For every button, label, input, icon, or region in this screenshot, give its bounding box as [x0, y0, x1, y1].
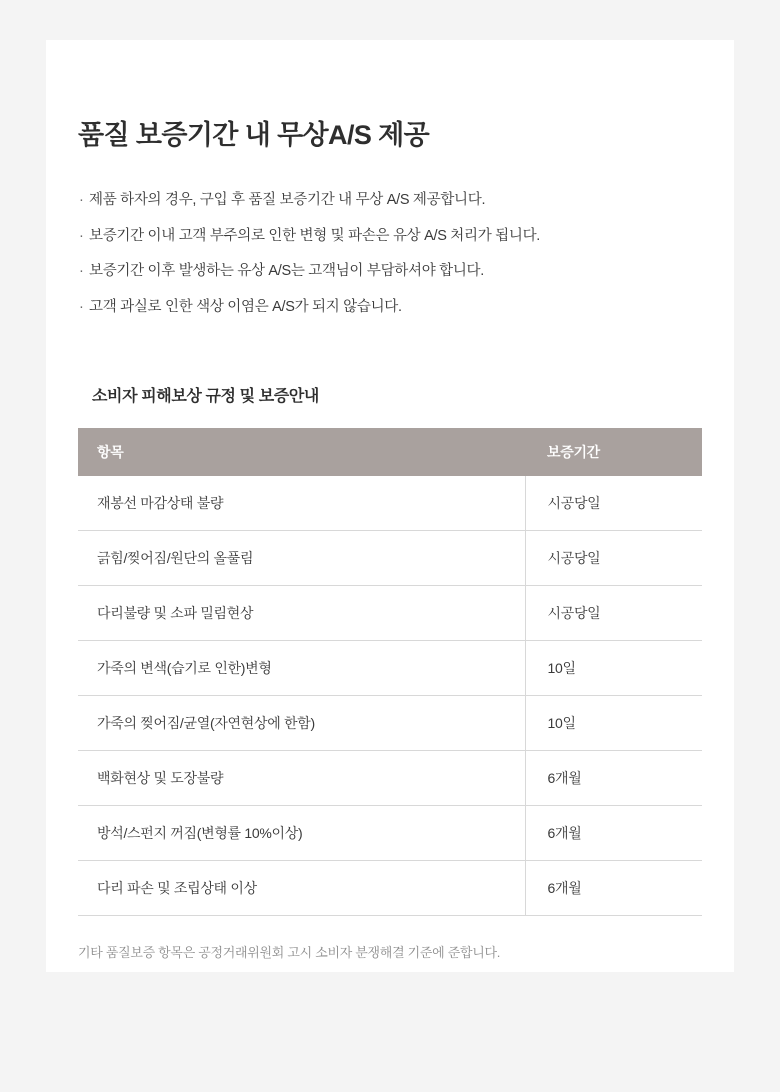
list-item-label: 고객 과실로 인한 색상 이염은 A/S가 되지 않습니다.: [89, 298, 402, 315]
cell-period: 10일: [525, 695, 702, 750]
cell-period: 6개월: [525, 860, 702, 915]
bullet-marker-icon: ·: [79, 192, 84, 209]
table-title: 소비자 피해보상 규정 및 보증안내: [92, 387, 319, 405]
cell-period: 시공당일: [525, 530, 702, 585]
bullet-marker-icon: ·: [79, 298, 84, 315]
cell-item: 재봉선 마감상태 불량: [78, 476, 525, 531]
table-row: [78, 585, 702, 640]
bullet-marker-icon: ·: [79, 263, 84, 280]
table-footnote: 기타 품질보증 항목은 공정거래위원회 고시 소비자 분쟁해결 기준에 준합니다.: [78, 944, 501, 960]
column-header-period: 보증기간: [525, 428, 702, 476]
cell-item: 다리 파손 및 조립상태 이상: [78, 860, 525, 915]
cell-period: 6개월: [525, 750, 702, 805]
table-row: [78, 750, 702, 805]
cell-item: 방석/스펀지 꺼짐(변형률 10%이상): [78, 805, 525, 860]
cell-period: 시공당일: [525, 585, 702, 640]
list-item-label: 제품 하자의 경우, 구입 후 품질 보증기간 내 무상 A/S 제공합니다.: [89, 192, 486, 209]
warranty-table-wrapper: [46, 406, 734, 916]
warranty-table: [78, 428, 702, 916]
document-card: [46, 40, 734, 972]
cell-item: 다리불량 및 소파 밀림현상: [78, 585, 525, 640]
cell-item: 가죽의 찢어짐/균열(자연현상에 한함): [78, 695, 525, 750]
list-item: [79, 189, 734, 211]
cell-item: 긁힘/찢어짐/원단의 올풀림: [78, 530, 525, 585]
table-header: [78, 428, 702, 476]
cell-item: 가죽의 변색(습기로 인한)변형: [78, 640, 525, 695]
cell-period: 시공당일: [525, 476, 702, 531]
list-item: [79, 260, 734, 282]
bullet-marker-icon: ·: [79, 227, 84, 244]
table-row: [78, 805, 702, 860]
table-header-row: [78, 428, 702, 476]
column-header-item: 항목: [78, 428, 525, 476]
cell-period: 10일: [525, 640, 702, 695]
document-content: [46, 40, 734, 961]
policy-bullet-list: [46, 153, 734, 318]
table-row: [78, 860, 702, 915]
cell-item: 백화현상 및 도장불량: [78, 750, 525, 805]
list-item: [79, 225, 734, 247]
table-row: [78, 530, 702, 585]
page-title: 품질 보증기간 내 무상A/S 제공: [78, 120, 430, 150]
table-row: [78, 695, 702, 750]
table-row: [78, 640, 702, 695]
cell-period: 6개월: [525, 805, 702, 860]
list-item-label: 보증기간 이내 고객 부주의로 인한 변형 및 파손은 유상 A/S 처리가 됩니다.: [89, 227, 541, 244]
list-item-label: 보증기간 이후 발생하는 유상 A/S는 고객님이 부담하셔야 합니다.: [89, 263, 484, 280]
list-item: [79, 296, 734, 318]
table-body: [78, 476, 702, 916]
table-row: [78, 476, 702, 531]
